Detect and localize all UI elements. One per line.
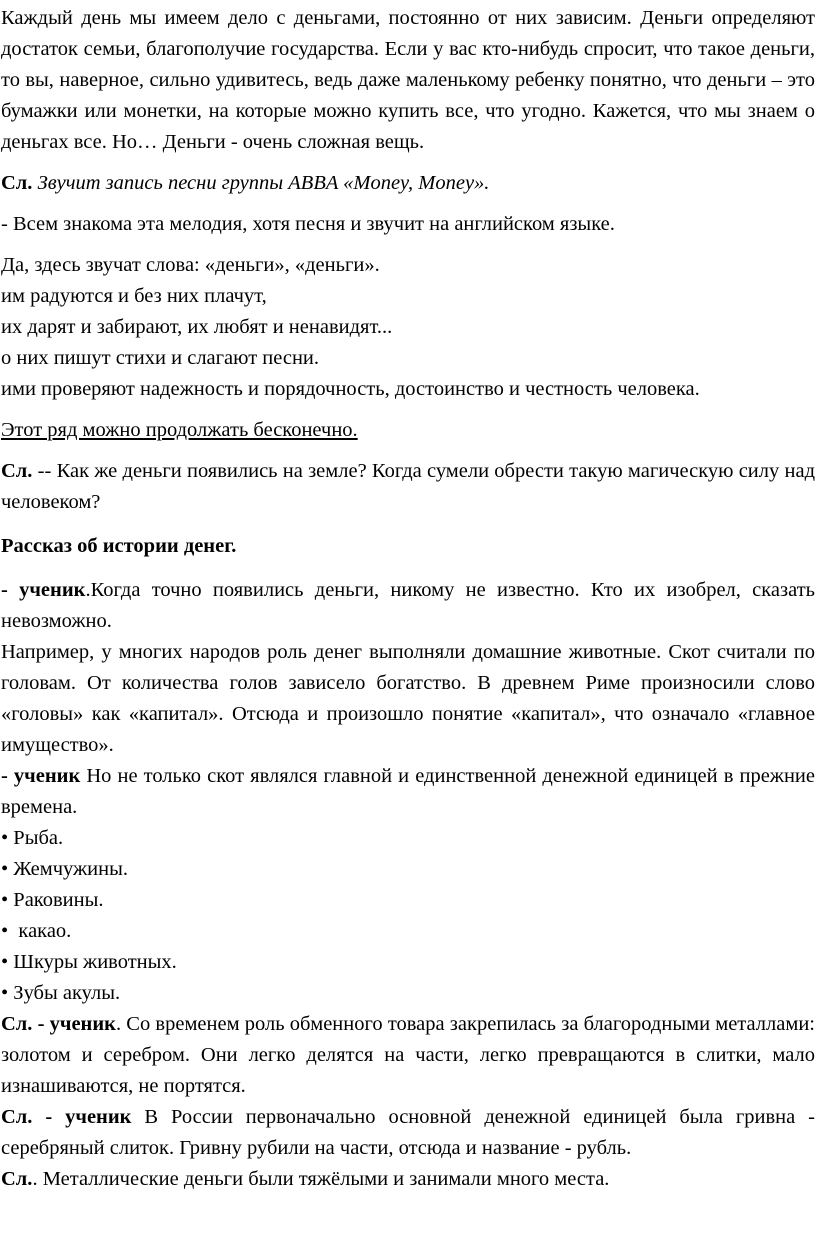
- question-text: -- Как же деньги появились на земле? Когда сумели обрести такую магическую силу над человеком?: [1, 460, 815, 513]
- heavy-paragraph: [1, 1164, 815, 1195]
- verse-line: Да, здесь звучат слова: «деньги», «деньги».: [1, 254, 380, 276]
- list-item: • Жемчужины.: [1, 858, 128, 880]
- list-item: • Шкуры животных.: [1, 951, 177, 973]
- list-item: • Зубы акулы.: [1, 982, 121, 1004]
- russia-text: В России первоначально основной денежной единицей была гривна - серебряный слиток. Гривну рубили на части, отсюда и название - рубль.: [1, 1106, 815, 1159]
- endless-paragraph: [1, 415, 815, 446]
- speaker-label: Сл.: [1, 460, 33, 482]
- russia-paragraph: [1, 1102, 815, 1164]
- story-heading: Рассказ об истории денег.: [1, 535, 237, 557]
- speaker-label: - ученик: [1, 579, 86, 601]
- money-items-list: [1, 823, 815, 1009]
- cattle-paragraph: Например, у многих народов роль денег выполняли домашние животные. Скот считали по головам. От количества голов зависело богатство. В древнем Риме произносили слово «головы» как «капитал». Отсюда и произошло понятие «капитал», что означало «главное имущество».: [1, 641, 815, 756]
- speaker-label: Сл. - ученик: [1, 1013, 116, 1035]
- verse-block: [1, 250, 815, 405]
- metals-text: . Со временем роль обменного товара закрепилась за благородными металлами: золотом и серебром. Они легко делятся на части, легко превращаются в слитки, мало изнашиваются, не портятся.: [1, 1013, 815, 1097]
- list-item: • какао.: [1, 920, 72, 942]
- metals-paragraph: [1, 1009, 815, 1102]
- list-item: • Рыба.: [1, 827, 64, 849]
- verse-line: ими проверяют надежность и порядочность, достоинство и честность человека.: [1, 378, 700, 400]
- question-paragraph: [1, 456, 815, 518]
- heavy-text: . Металлические деньги были тяжёлыми и занимали много места.: [32, 1168, 610, 1190]
- student2-text: Но не только скот являлся главной и единственной денежной единицей в прежние времена.: [1, 765, 815, 818]
- underlined-text: Этот ряд можно продолжать бесконечно.: [1, 419, 358, 441]
- speaker-label: Сл.: [1, 1168, 33, 1190]
- intro-paragraph: Каждый день мы имеем дело с деньгами, постоянно от них зависим. Деньги определяют достаток семьи, благополучие государства. Если у вас кто-нибудь спросит, что такое деньги, то вы, наверное, сильно удивитесь, ведь даже маленькому ребенку понятно, что деньги – это бумажки или монетки, на которые можно купить все, что угодно. Кажется, что мы знаем о деньгах все. Но… Деньги - очень сложная вещь.: [1, 7, 815, 153]
- melody-paragraph: - Всем знакома эта мелодия, хотя песня и звучит на английском языке.: [1, 213, 615, 235]
- speaker-label: Сл.: [1, 172, 33, 194]
- speaker-label: Сл. - ученик: [1, 1106, 132, 1128]
- student2-paragraph: [1, 761, 815, 823]
- student1-text: .Когда точно появились деньги, никому не известно. Кто их изобрел, сказать невозможно.: [1, 579, 816, 632]
- speaker-label: - ученик: [1, 765, 81, 787]
- student1-paragraph: [1, 575, 815, 637]
- song-paragraph: [1, 168, 815, 199]
- song-note: Звучит запись песни группы ABBA «Money, Money».: [37, 172, 490, 194]
- verse-line: о них пишут стихи и слагают песни.: [1, 347, 320, 369]
- verse-line: их дарят и забирают, их любят и ненавидят...: [1, 316, 393, 338]
- list-item: • Раковины.: [1, 889, 104, 911]
- verse-line: им радуются и без них плачут,: [1, 285, 267, 307]
